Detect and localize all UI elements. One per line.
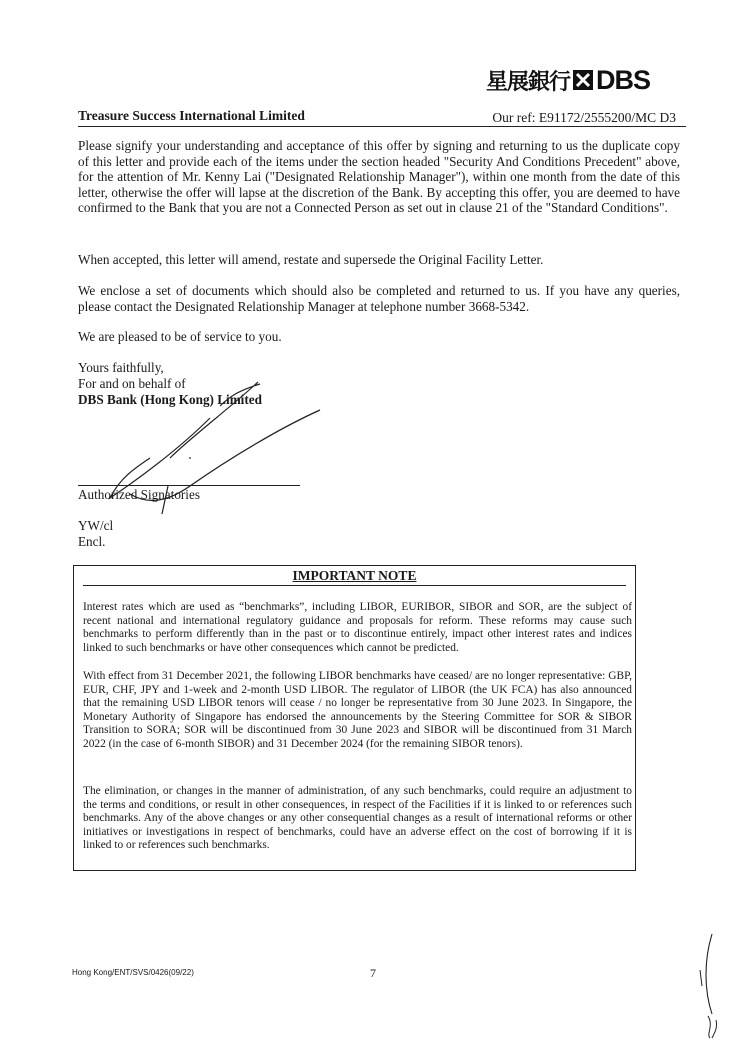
note-paragraph-consequences: The elimination, or changes in the manner of administration, of any such benchmarks, could require an adjustment to the terms and conditions, or result in other consequences, in respect of the Facilities if it is linked to or references such benchmarks. Any of the above changes or any other consequential changes as a result of international reforms or other initiatives or investigations in respect of benchmarks, could have an adverse effect on the cost of borrowing if it is linked to or references such benchmarks. bbox=[83, 785, 632, 852]
bank-name: DBS Bank (Hong Kong) Limited bbox=[78, 392, 262, 407]
supersede-paragraph: When accepted, this letter will amend, restate and supersede the Original Facility Letter. bbox=[78, 252, 544, 267]
dbs-logo bbox=[486, 63, 686, 97]
logo-chinese-text: 星展銀行 bbox=[486, 68, 571, 95]
important-note-box bbox=[73, 565, 636, 871]
note-paragraph-libor: With effect from 31 December 2021, the following LIBOR benchmarks have ceased/ are no longer representative: GBP, EUR, CHF, JPY and 1-week and 2-month USD LIBOR. The regulator of LIBOR (the UK FCA) has also announced that the remaining USD LIBOR tenors will cease / no longer be representative from 30 June 2023. In Singapore, the Monetary Authority of Singapore has endorsed the announcements by the Steering Committee for SOR & SIBOR Transition to SORA; SOR will be discontinued from 30 June 2023 and SIBOR will be discontinued from 31 March 2022 (in the case of 6-month SIBOR) and 31 December 2024 (for the remaining SIBOR tenors). bbox=[83, 670, 632, 750]
note-paragraph-benchmarks: Interest rates which are used as “benchmarks”, including LIBOR, EURIBOR, SIBOR and SOR, are the subject of recent national and international regulatory guidance and proposals for reform. These reforms may cause such benchmarks to perform differently than in the past or to discontinue entirely, impact other interest rates and indices linked to such benchmarks or have other consequences which cannot be predicted. bbox=[83, 601, 632, 654]
margin-handwriting bbox=[690, 930, 730, 1040]
authorized-signatories: Authorized Signatories bbox=[78, 487, 200, 502]
header-divider bbox=[78, 126, 686, 127]
dbs-x-icon bbox=[573, 70, 593, 90]
acceptance-paragraph: Please signify your understanding and acceptance of this offer by signing and returning to us the duplicate copy of this letter and provide each of the items under the section headed "Security And Conditions Precedent" above, for the attention of Mr. Kenny Lai ("Designated Relationship Manager"), within one month from the date of this letter, otherwise the offer will lapse at the discretion of the Bank. By accepting this offer, you are deemed to have confirmed to the Bank that you are not a Connected Person as set out in clause 21 of the "Standard Conditions". bbox=[78, 138, 680, 216]
closing-line: Yours faithfully, bbox=[78, 360, 164, 375]
enclosure-note: Encl. bbox=[78, 534, 106, 549]
logo-brand-text: DBS bbox=[596, 64, 651, 95]
initials: YW/cl bbox=[78, 518, 114, 533]
company-name: Treasure Success International Limited bbox=[78, 108, 305, 123]
signature-line bbox=[78, 485, 300, 486]
on-behalf-line: For and on behalf of bbox=[78, 376, 186, 391]
important-note-title: IMPORTANT NOTE bbox=[292, 568, 417, 583]
page-number: 7 bbox=[370, 966, 376, 980]
form-code: Hong Kong/ENT/SVS/0426(09/22) bbox=[72, 968, 194, 977]
service-paragraph: We are pleased to be of service to you. bbox=[78, 329, 282, 344]
enclosure-paragraph: We enclose a set of documents which should also be completed and returned to us. If you have any queries, please contact the Designated Relationship Manager at telephone number 3668-5342. bbox=[78, 283, 680, 314]
our-ref: Our ref: E91172/2555200/MC D3 bbox=[492, 110, 676, 125]
note-title-divider bbox=[83, 585, 626, 586]
